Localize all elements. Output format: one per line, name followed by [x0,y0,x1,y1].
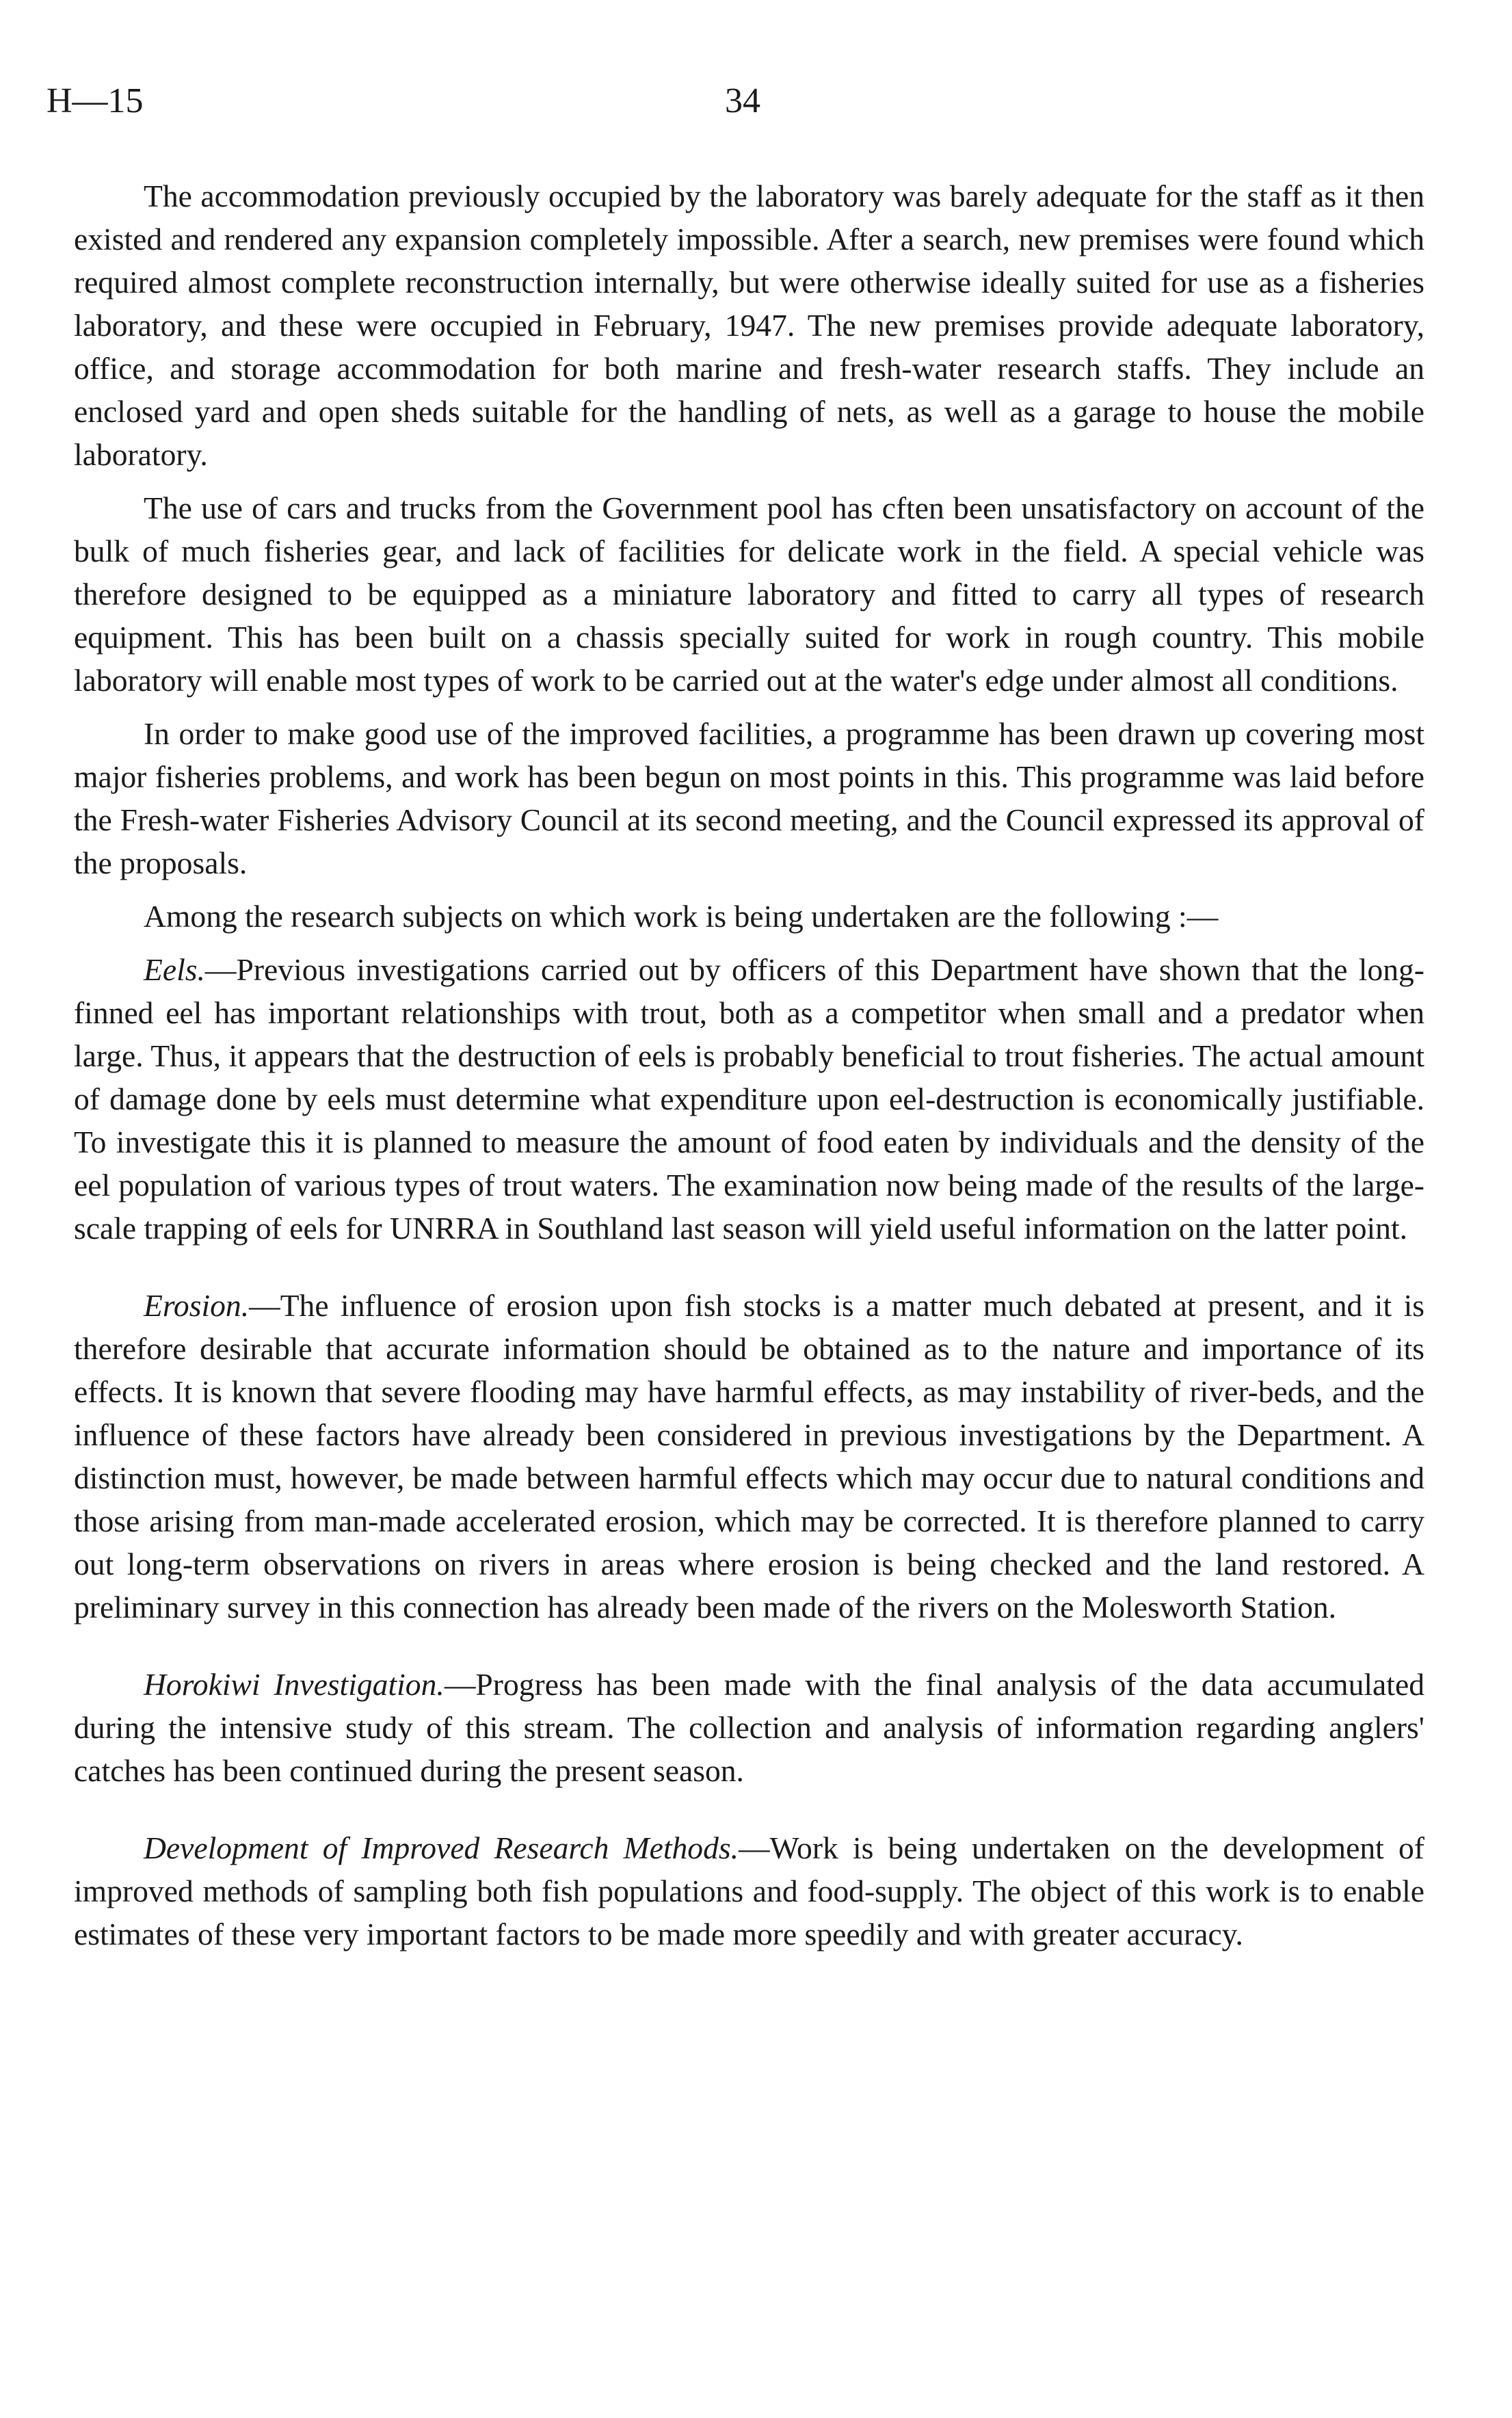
paragraph-programme [74,712,1424,884]
page-body [74,174,1424,1966]
section-heading-research-methods: Development of Improved Research Methods. [144,1830,739,1865]
paragraph-erosion [74,1284,1424,1629]
paragraph-text: Among the research subjects on which work is being undertaken are the following :— [144,899,1219,934]
page-number: 34 [725,81,760,120]
paragraph-text: —Progress has been made with the final analysis of the data accumulated during the intensive study of this stream. The collection and analysis of information regarding anglers' catches has been continued during the present season. [74,1667,1424,1788]
paragraph-research-methods [74,1826,1424,1956]
paragraph-text: —The influence of erosion upon fish stocks is a matter much debated at present, and it is therefore desirable that accurate information should be obtained as to the nature and importance of its effects. It is known that severe flooding may have harmful effects, as may instability of river-beds, and the influence of these factors have already been considered in previous investigations by the Department. A distinction must, however, be made between harmful effects which may occur due to natural conditions and those arising from man-made accelerated erosion, which may be corrected. It is therefore planned to carry out long-term observations on rivers in areas where erosion is being checked and the land restored. A preliminary survey in this connection has already been made of the rivers on the Molesworth Station. [74,1288,1424,1625]
paragraph-eels [74,948,1424,1250]
paragraph-text: The accommodation previously occupied by the laboratory was barely adequate for the staff as it then existed and rendered any expansion completely impossible. After a search, new premises were found which required almost complete reconstruction internally, but were otherwise ideally suited for use as a fisheries laboratory, and these were occupied in February, 1947. The new premises provide adequate laboratory, office, and storage accommodation for both marine and fresh-water research staffs. They include an enclosed yard and open sheds suitable for the handling of nets, as well as a garage to house the mobile laboratory. [74,179,1424,472]
section-heading-erosion: Erosion. [144,1288,250,1323]
paragraph-text: The use of cars and trucks from the Government pool has cften been unsatisfactory on account of the bulk of much fisheries gear, and lack of facilities for delicate work in the field. A special vehicle was therefore designed to be equipped as a miniature laboratory and fitted to carry all types of research equipment. This has been built on a chassis specially suited for work in rough country. This mobile laboratory will enable most types of work to be carried out at the water's edge under almost all conditions. [74,490,1424,698]
paragraph-text: In order to make good use of the improved facilities, a programme has been drawn up covering most major fisheries problems, and work has been begun on most points in this. This programme was laid before the Fresh-water Fisheries Advisory Council at its second meeting, and the Council expressed its approval of the proposals. [74,716,1424,880]
paragraph-mobile-laboratory [74,486,1424,702]
paragraph-research-subjects-intro [74,895,1424,938]
section-heading-eels: Eels. [144,952,205,987]
document-reference: H—15 [47,81,144,120]
page-header [0,81,1512,129]
section-heading-horokiwi: Horokiwi Investigation. [144,1667,445,1702]
paragraph-text: —Previous investigations carried out by officers of this Department have shown that the long-finned eel has important relationships with trout, both as a competitor when small and a predator when large. Thus, it appears that the destruction of eels is probably beneficial to trout fisheries. The actual amount of damage done by eels must determine what expenditure upon eel-destruction is economically justifiable. To investigate this it is planned to measure the amount of food eaten by individuals and the density of the eel population of various types of trout waters. The examination now being made of the results of the large-scale trapping of eels for UNRRA in Southland last season will yield useful information on the latter point. [74,952,1424,1246]
paragraph-laboratory-premises [74,174,1424,476]
paragraph-horokiwi [74,1663,1424,1792]
paragraph-text: —Work is being undertaken on the development of improved methods of sampling both fish populations and food-supply. The object of this work is to enable estimates of these very important factors to be made more speedily and with greater accuracy. [74,1830,1424,1952]
